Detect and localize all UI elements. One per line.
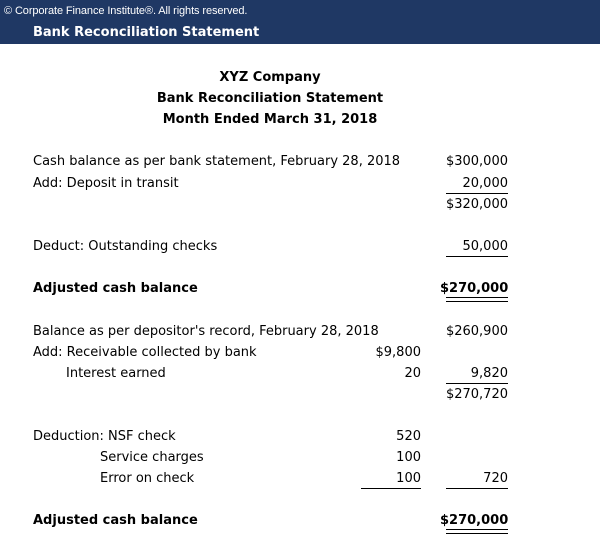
outstanding-checks-label: Deduct: Outstanding checks xyxy=(33,239,218,254)
receivable-collected-amount: $9,800 xyxy=(375,345,421,360)
bank-balance-label: Cash balance as per bank statement, February 28, 2018 xyxy=(33,154,401,169)
deposit-transit-label: Add: Deposit in transit xyxy=(33,176,179,191)
bank-subtotal-amount: $320,000 xyxy=(445,197,508,212)
double-underline xyxy=(446,529,508,534)
report-period: Month Ended March 31, 2018 xyxy=(162,112,378,127)
depositor-balance-label: Balance as per depositor's record, February 28, 2018 xyxy=(33,324,379,339)
report-title: Bank Reconciliation Statement xyxy=(156,91,384,106)
adjusted-book-amount: $270,000 xyxy=(440,513,509,528)
underline xyxy=(361,488,421,489)
outstanding-checks-amount: 50,000 xyxy=(462,239,508,254)
service-charges-amount: 100 xyxy=(396,450,421,465)
underline xyxy=(446,256,508,257)
header-title: Bank Reconciliation Statement xyxy=(33,25,260,40)
header-bar xyxy=(0,0,600,44)
receivable-collected-label: Add: Receivable collected by bank xyxy=(33,345,257,360)
depositor-balance-amount: $260,900 xyxy=(445,324,508,339)
copyright-notice: © Corporate Finance Institute®. All rights reserved. xyxy=(4,5,248,17)
nsf-check-label: Deduction: NSF check xyxy=(33,429,176,444)
company-name: XYZ Company xyxy=(219,70,321,85)
service-charges-label: Service charges xyxy=(100,450,204,465)
book-subtotal-amount: $270,720 xyxy=(445,387,508,402)
adjusted-bank-amount: $270,000 xyxy=(440,281,509,296)
double-underline xyxy=(446,297,508,302)
nsf-check-amount: 520 xyxy=(396,429,421,444)
deductions-total-amount: 720 xyxy=(483,471,508,486)
adjusted-bank-label: Adjusted cash balance xyxy=(33,281,198,296)
underline xyxy=(446,488,508,489)
bank-balance-amount: $300,000 xyxy=(445,154,508,169)
interest-earned-amount: 20 xyxy=(404,366,421,381)
error-check-amount: 100 xyxy=(396,471,421,486)
additions-total-amount: 9,820 xyxy=(470,366,508,381)
adjusted-book-label: Adjusted cash balance xyxy=(33,513,198,528)
interest-earned-label: Interest earned xyxy=(66,366,166,381)
underline xyxy=(446,383,508,384)
deposit-transit-amount: 20,000 xyxy=(462,176,508,191)
error-check-label: Error on check xyxy=(100,471,195,486)
underline xyxy=(446,193,508,194)
